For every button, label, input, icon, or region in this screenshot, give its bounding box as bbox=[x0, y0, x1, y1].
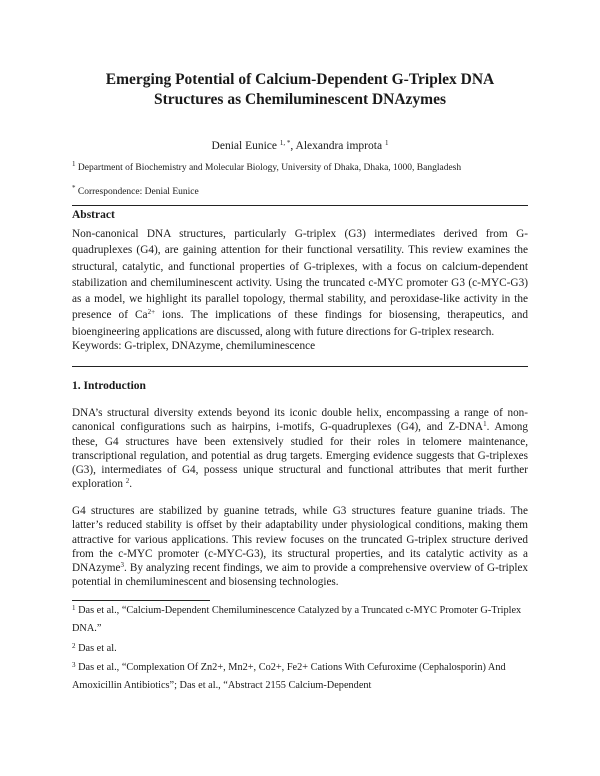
section-heading: 1. Introduction bbox=[72, 380, 146, 392]
citation-mark[interactable]: 1 bbox=[483, 420, 487, 429]
title-line-1: Emerging Potential of Calcium-Dependent G-Triplex DNA bbox=[105, 71, 495, 88]
paragraph-text: G4 structures are stabilized by guanine tetrads, while G3 structures feature guanine triads. The latter’s reduced stability is offset by their adaptability under physiological conditions, making them attractive for various applications. This review focuses on the truncated G-triplex structure derived from the c-MYC promoter (c-MYC-G3), its structural properties, and its catalytic activity as a DNAzyme bbox=[72, 505, 528, 575]
affiliation bbox=[72, 160, 462, 173]
abstract-top-rule bbox=[72, 205, 528, 206]
paragraph bbox=[72, 504, 528, 590]
paragraph bbox=[72, 406, 528, 492]
author-name: Alexandra improta bbox=[295, 140, 383, 152]
paper-title bbox=[60, 70, 540, 110]
footnote-mark: 1 bbox=[72, 604, 76, 612]
keywords: Keywords: G-triplex, DNAzyme, chemiluminescence bbox=[72, 340, 316, 352]
paragraph-text: . By analyzing recent findings, we aim to provide a comprehensive overview of G-triplex potential in chemiluminescent and biosensing technologies. bbox=[72, 562, 528, 589]
citation-mark[interactable]: 3 bbox=[120, 561, 124, 570]
correspondence-text: Correspondence: Denial Eunice bbox=[77, 187, 199, 197]
abstract-body bbox=[72, 226, 528, 340]
affiliation-text: Department of Biochemistry and Molecular Biology, University of Dhaka, Dhaka, 1000, Bangladesh bbox=[77, 163, 462, 173]
footnote-mark: 3 bbox=[72, 661, 76, 669]
abstract-text: Non-canonical DNA structures, particularly G-triplex (G3) intermediates derived from G-quadruplexes (G4), are gaining attention for their functional versatility. This review examines the structural, catalytic, and functional properties of G-triplexes, with a focus on calcium-dependent stabilization and chemiluminescent activity. Using the truncated c-MYC promoter G3 (c-MYC-G3) as a model, we highlight its parallel topology, thermal stability, and peroxidase-like activity in the presence of Ca bbox=[72, 228, 528, 322]
footnote bbox=[72, 659, 528, 695]
footnote-text: Das et al., “Calcium-Dependent Chemiluminescence Catalyzed by a Truncated c-MYC Promoter G-Triplex DNA.” bbox=[72, 605, 522, 634]
paragraph-text: . Among these, G4 structures have been extensively studied for their roles in telomere maintenance, transcriptional regulation, and potential as drug targets. Emerging evidence suggests that G-triplexes (G3), intermediates of G4, possess unique structural and functional attributes that merit further exploration bbox=[72, 421, 528, 491]
footnote-separator bbox=[72, 600, 210, 601]
footnote-mark: 2 bbox=[72, 642, 76, 650]
abstract-heading: Abstract bbox=[72, 209, 115, 221]
correspondence bbox=[72, 184, 199, 197]
author-name: Denial Eunice bbox=[211, 140, 278, 152]
author-list bbox=[60, 140, 540, 152]
author-affiliation-mark: 1 bbox=[384, 139, 389, 147]
calcium-charge: 2+ bbox=[147, 308, 156, 317]
affiliation-mark: 1 bbox=[72, 160, 76, 168]
abstract-bottom-rule bbox=[72, 366, 528, 367]
footnote bbox=[72, 640, 528, 658]
citation-mark[interactable]: 2 bbox=[125, 477, 130, 486]
footnote-text: Das et al. bbox=[75, 643, 117, 654]
author-affiliation-mark: 1, * bbox=[279, 139, 291, 147]
abstract-text: ions. The implications of these findings for biosensing, therapeutics, and bioengineering applications are discussed, along with future directions for G-triplex research. bbox=[72, 309, 528, 338]
footnote bbox=[72, 602, 528, 638]
title-line-2: Structures as Chemiluminescent DNAzymes bbox=[153, 91, 447, 108]
paragraph-text: . bbox=[129, 478, 133, 491]
paragraph-text: DNA’s structural diversity extends beyond its iconic double helix, encompassing a range of non-canonical configurations such as hairpins, i-motifs, G-quadruplexes (G4), and Z-DNA bbox=[72, 407, 528, 434]
footnote-text: Das et al., “Complexation Of Zn2+, Mn2+, Co2+, Fe2+ Cations With Cefuroxime (Cephalosporin) And Amoxicillin Antibiotics”; Das et al., “Abstract 2155 Calcium-Dependent bbox=[72, 662, 506, 691]
author-separator: , bbox=[290, 140, 296, 152]
correspondence-mark: * bbox=[72, 184, 76, 192]
